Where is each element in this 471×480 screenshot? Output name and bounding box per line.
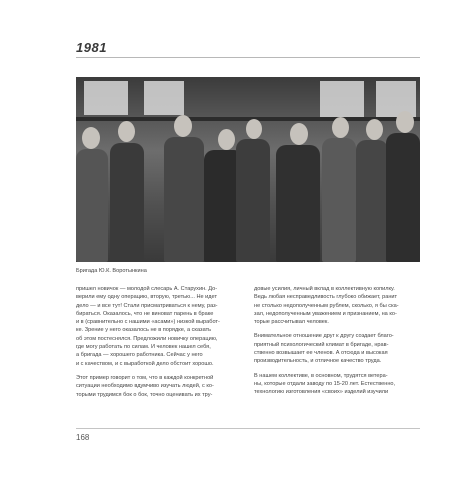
- text-line: ситуации необходимо вдумчиво изучать людей, с ко-: [76, 383, 214, 390]
- photo-caption: Бригада Ю.К. Воротынкина: [76, 268, 147, 274]
- paragraph: [254, 285, 420, 326]
- text-line: ны, которые отдали заводу по 15-20 лет. Естественно,: [254, 380, 396, 387]
- page-number: 168: [76, 433, 90, 442]
- paragraph: [76, 285, 242, 368]
- text-line: торыми трудимся бок о бок, точно оценивать их тру-: [76, 391, 213, 398]
- text-line: Ведь любая несправедливость глубоко обижает, ранит: [254, 294, 398, 301]
- text-line: Внимательное отношение друг к другу создает благо-: [254, 333, 394, 340]
- text-column-left: [76, 285, 242, 405]
- header-rule: [76, 57, 420, 58]
- text-line: приятный психологический климат в бригаде, нрав-: [254, 341, 389, 348]
- text-line: торые рассчитывал человек.: [254, 319, 329, 326]
- photo-window: [144, 81, 184, 115]
- text-line: ственно возвышает ее членов. А отсюда и высокая: [254, 350, 388, 357]
- text-line: довые усилия, личный вклад в коллективную копилку.: [254, 286, 395, 292]
- photo-window: [84, 81, 128, 115]
- text-line: технологию изготовления «своих» изделий изучили: [254, 389, 389, 396]
- text-line: а бригада — хорошего работника. Сейчас у него: [76, 352, 203, 359]
- text-line: зал, недополученным уважением и признанием, на ко-: [254, 310, 397, 317]
- text-line: ке. Зрение у него оказалось не в порядке, а сказать: [76, 327, 212, 334]
- text-line: об этом постеснялся. Предложили новичку операцию,: [76, 335, 218, 342]
- photo-window: [320, 81, 364, 117]
- text-line: где могу работать по силам. И человек нашел себя,: [76, 344, 211, 351]
- text-line: верили ему одну операцию, вторую, третью... Не идет: [76, 294, 218, 301]
- text-column-right: [254, 285, 420, 403]
- photo-window: [376, 81, 416, 117]
- text-line: не столько недополученным рублем, сколько, я бы ска-: [254, 302, 399, 309]
- footer-rule: [76, 428, 420, 429]
- text-line: производительность, и отличное качество труда.: [254, 358, 382, 365]
- text-line: пришел новичок — молодой слесарь А. Старухин. До-: [76, 286, 218, 292]
- year-heading: 1981: [76, 40, 107, 55]
- text-line: Этот пример говорит о том, что в каждой конкретной: [76, 374, 214, 381]
- text-line: и с качеством, и с выработкой дело обстоит хорошо.: [76, 360, 214, 367]
- paragraph: [76, 374, 242, 399]
- text-line: В нашем коллективе, в основном, трудятся ветера-: [254, 372, 388, 379]
- text-line: бираться. Оказалось, что не виноват парень в браке: [76, 310, 214, 317]
- text-line: дело — и все тут! Стали присматриваться к нему, раз-: [76, 302, 218, 309]
- text-line: и в (сравнительно с нашими «асами») низкой выработ-: [76, 319, 220, 326]
- photo-brigade: [76, 77, 420, 262]
- paragraph: [254, 332, 420, 365]
- paragraph: [254, 372, 420, 397]
